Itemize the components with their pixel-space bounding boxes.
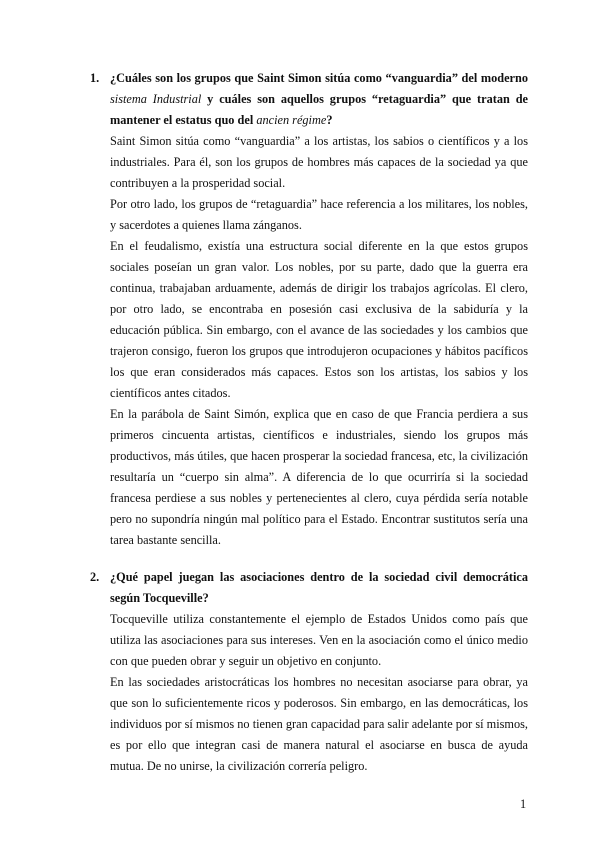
question-1-title-part-1: ¿Cuáles son los grupos que Saint Simon sitúa como “vanguardia” del moderno (110, 71, 528, 85)
answer-1-paragraph-2: Por otro lado, los grupos de “retaguardia” hace referencia a los militares, los nobles, y sacerdotes a quienes llama zánganos. (110, 197, 528, 232)
question-2-answer (110, 609, 528, 777)
answer-1-paragraph-3: En el feudalismo, existía una estructura social diferente en la que estos grupos sociales poseían un gran valor. Los nobles, por su parte, dado que la guerra era continua, trabajaban arduamente, además de dirigir los trabajos agrícolas. El clero, por otro lado, se encontraba en posesión casi exclusiva de la sabiduría y la educación pública. Sin embargo, con el avance de las sociedades y los cambios que trajeron consigo, fueron los grupos que introdujeron ocupaciones y hábitos pacíficos los que eran considerados más capaces. Estos son los artistas, los sabios y los científicos antes citados. (110, 239, 528, 400)
question-2 (90, 567, 528, 777)
question-1-title-italic-2: ancien régime (256, 113, 327, 127)
question-1-answer (110, 131, 528, 551)
question-1-title (110, 68, 528, 131)
question-1-title-part-2: y cuáles son aquellos grupos “retaguardia” que tratan de mantener el estatus quo del (110, 92, 528, 127)
question-1-title-part-3: ? (326, 113, 333, 127)
answer-2-paragraph-2: En las sociedades aristocráticas los hombres no necesitan asociarse para obrar, ya que son lo suficientemente ricos y poderosos. Sin embargo, en las democráticas, los individuos por sí mismos no tienen gran capacidad para salir adelante por sí mismos, es por ello que integran casi de manera natural el asociarse en busca de ayuda mutua. De no unirse, la civilización correría peligro. (110, 675, 528, 773)
question-1-title-italic-1: sistema Industrial (110, 92, 202, 106)
answer-1-paragraph-4: En la parábola de Saint Simón, explica que en caso de que Francia perdiera a sus primeros cincuenta artistas, científicos e industriales, siendo los grupos más productivos, más útiles, que hacen prosperar la sociedad francesa, etc, la civilización resultaría un “cuerpo sin alma”. A diferencia de lo que ocurriría si la sociedad francesa perdiese a sus nobles y pertenecientes al clero, cuya pérdida sería notable pero no supondría ningún mal político para el Estado. Encontrar sustitutos sería una tarea bastante sencilla. (110, 407, 528, 547)
document-body (90, 68, 528, 777)
question-2-title: ¿Qué papel juegan las asociaciones dentro de la sociedad civil democrática según Tocqueville? (110, 570, 528, 605)
question-1-number: 1. (90, 71, 100, 85)
page-number: 1 (520, 797, 527, 811)
question-2-number: 2. (90, 570, 100, 584)
section-gap (90, 551, 528, 567)
question-1 (90, 68, 528, 551)
answer-2-paragraph-1: Tocqueville utiliza constantemente el ejemplo de Estados Unidos como país que utiliza las asociaciones para sus intereses. Ven en la asociación como el único medio con que pueden obrar y seguir un objetivo en conjunto. (110, 612, 528, 668)
answer-1-paragraph-1: Saint Simon sitúa como “vanguardia” a los artistas, los sabios o científicos y a los industriales. Para él, son los grupos de hombres más capaces de la sociedad ya que contribuyen a la prosperidad social. (110, 134, 528, 190)
